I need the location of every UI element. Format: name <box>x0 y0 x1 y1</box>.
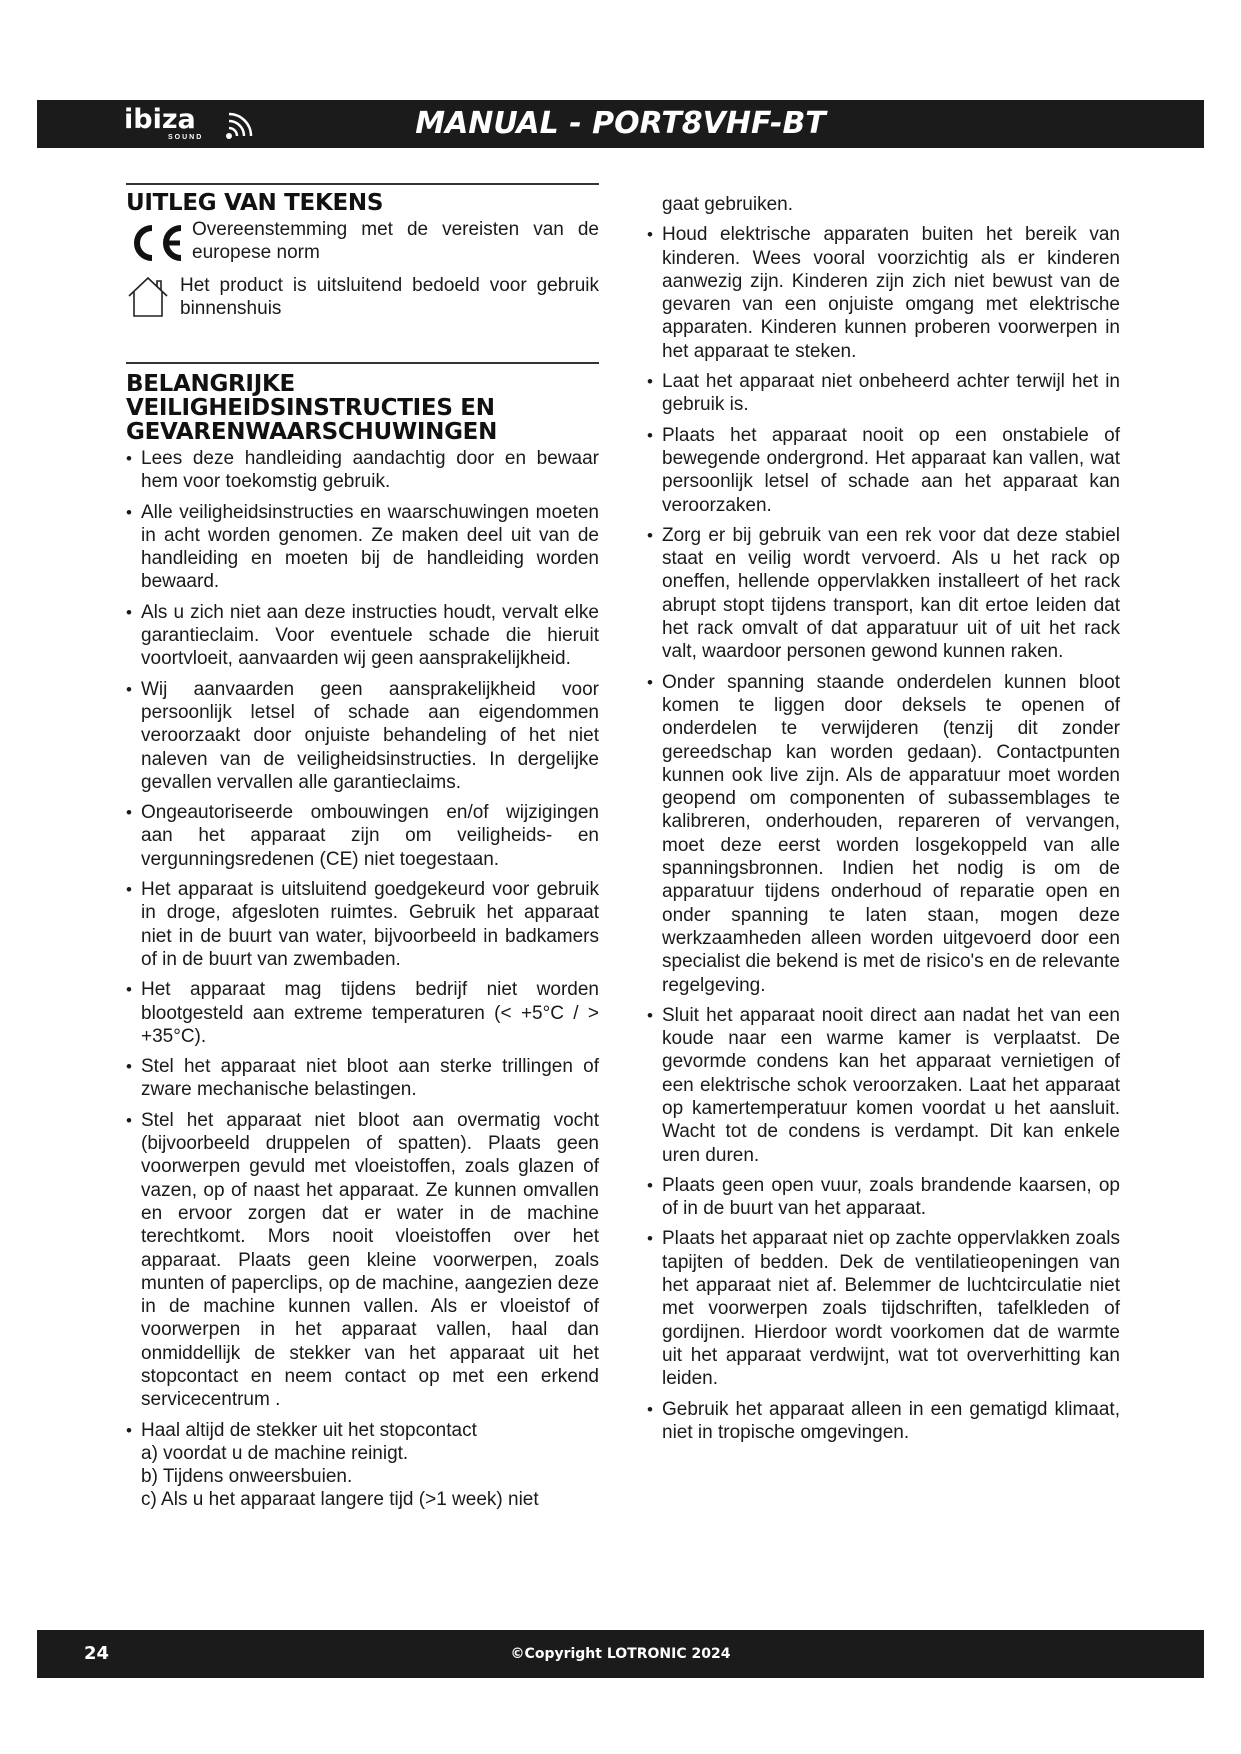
list-item: • Sluit het apparaat nooit direct aan nadat het van een koude naar een warme kamer is verplaatst. De gevormde condens kan het apparaat vernietigen of een elektrische schok veroorzaken. Laat het apparaat op kamertemperatuur komen voordat u het aansluit. Wacht tot de condens is verdampt. Dit kan enkele uren duren. <box>647 1004 1120 1167</box>
symbol-house-text: Het product is uitsluitend bedoeld voor gebruik binnenshuis <box>180 275 599 319</box>
house-icon <box>126 274 170 320</box>
safety-list-right <box>647 223 1120 1444</box>
list-item: • Laat het apparaat niet onbeheerd achter terwijl het in gebruik is. <box>647 370 1120 417</box>
document-title: MANUAL - PORT8VHF-BT <box>415 106 826 141</box>
safety-section-title: BELANGRIJKE VEILIGHEIDSINSTRUCTIES EN GEVARENWAARSCHUWINGEN <box>126 371 498 445</box>
symbol-row-ce <box>126 218 599 266</box>
left-column <box>126 183 599 1519</box>
unplug-sub-c: c) Als u het apparaat langere tijd (>1 week) niet <box>141 1489 539 1511</box>
list-item: • Stel het apparaat niet bloot aan overmatig vocht (bijvoorbeeld druppelen of spatten). Plaats geen voorwerpen gevuld met vloeistoffen, zoals glazen of vazen, op of naast het apparaat. Ze kunnen omvallen en ervoor zorgen dat er water in de machine terechtkomt. Mors nooit vloeistoffen over het apparaat. Plaats geen kleine voorwerpen, zoals munten of paperclips, op de machine, aangezien deze in de machine kunnen vallen. Als er vloeistof of voorwerpen in het apparaat vallen, haal dan onmiddellijk de stekker van het apparaat uit het stopcontact en neem contact op met een erkend servicecentrum . <box>126 1109 599 1412</box>
list-item: • Gebruik het apparaat alleen in een gematigd klimaat, niet in tropische omgevingen. <box>647 1398 1120 1445</box>
list-item: • Plaats het apparaat niet op zachte oppervlakken zoals tapijten of bedden. Dek de ventilatieopeningen van het apparaat niet af. Belemmer de luchtcirculatie niet met voorwerpen zoals tijdschriften, tafelkleden of gordijnen. Hierdoor wordt voorkomen dat de warmte uit het apparaat verdwijnt, wat tot oververhitting kan leiden. <box>647 1227 1120 1390</box>
list-item: • Zorg er bij gebruik van een rek voor dat deze stabiel staat en veilig wordt vervoerd. Als u het rack op oneffen, hellende oppervlakken installeert of het rack abrupt stopt tijdens transport, kan dit ertoe leiden dat het rack omvalt of dat apparatuur uit of uit het rack valt, waardoor personen gewond kunnen raken. <box>647 524 1120 664</box>
list-item: • Houd elektrische apparaten buiten het bereik van kinderen. Wees vooral voorzichtig als er kinderen aanwezig zijn. Kinderen zijn zich niet bewust van de gevaren van een onjuiste omgang met elektrische apparaten. Kinderen kunnen proberen voorwerpen in het apparaat te steken. <box>647 223 1120 363</box>
list-item: • Ongeautoriseerde ombouwingen en/of wijzigingen aan het apparaat zijn om veiligheids- en vergunningsredenen (CE) niet toegestaan. <box>126 801 599 871</box>
list-item-unplug <box>126 1419 599 1512</box>
list-item: • Stel het apparaat niet bloot aan sterke trillingen of zware mechanische belastingen. <box>126 1055 599 1102</box>
copyright-text: ©Copyright LOTRONIC 2024 <box>510 1646 731 1662</box>
ce-mark-icon <box>126 218 192 266</box>
unplug-sub-a: a) voordat u de machine reinigt. <box>141 1442 409 1464</box>
list-item: • Lees deze handleiding aandachtig door en bewaar hem voor toekomstig gebruik. <box>126 447 599 494</box>
section-rule <box>126 183 599 185</box>
list-item: • Plaats geen open vuur, zoals brandende kaarsen, op of in de buurt van het apparaat. <box>647 1174 1120 1221</box>
unplug-text: • Haal altijd de stekker uit het stopcontact <box>141 1419 477 1441</box>
list-item: • Alle veiligheidsinstructies en waarschuwingen moeten in acht worden genomen. Ze maken deel uit van de handleiding en moeten bij de handleiding worden bewaard. <box>126 501 599 594</box>
list-item: • Als u zich niet aan deze instructies houdt, vervalt elke garantieclaim. Voor eventuele schade die hieruit voortvloeit, aanvaarden wij geen aansprakelijkheid. <box>126 601 599 671</box>
logo-text: ibiza <box>124 104 196 135</box>
safety-list-left <box>126 447 599 1512</box>
page-number: 24 <box>84 1643 110 1664</box>
right-column <box>647 193 1120 1451</box>
unplug-sub-b: b) Tijdens onweersbuien. <box>141 1466 353 1488</box>
list-item: • Wij aanvaarden geen aansprakelijkheid voor persoonlijk letsel of schade aan eigendommen veroorzaakt door onjuiste behandeling of het niet naleven van de veiligheidsinstructies. In dergelijke gevallen vervallen alle garantieclaims. <box>126 678 599 794</box>
symbols-section-title: UITLEG VAN TEKENS <box>126 190 384 216</box>
logo-subtext: SOUND <box>168 134 204 141</box>
unplug-continuation: gaat gebruiken. <box>662 194 793 215</box>
list-item: • Het apparaat is uitsluitend goedgekeurd voor gebruik in droge, afgesloten ruimtes. Gebruik het apparaat niet in de buurt van water, bijvoorbeeld in badkamers of in de buurt van zwembaden. <box>126 878 599 971</box>
list-item: • Plaats het apparaat nooit op een onstabiele of bewegende ondergrond. Het apparaat kan vallen, wat persoonlijk letsel of schade aan het apparaat kan veroorzaken. <box>647 424 1120 517</box>
list-item: • Het apparaat mag tijdens bedrijf niet worden blootgesteld aan extreme temperaturen (< +5°C / > +35°C). <box>126 978 599 1048</box>
symbol-row-house <box>126 274 599 320</box>
section-rule <box>126 362 599 364</box>
symbol-ce-text: Overeenstemming met de vereisten van de europese norm <box>192 219 599 263</box>
list-item: • Onder spanning staande onderdelen kunnen bloot komen te liggen door deksels te openen of onderdelen te verwijderen (tenzij dit zonder gereedschap kan worden gedaan). Contactpunten kunnen ook live zijn. Als de apparatuur moet worden geopend om componenten of subassemblages te kalibreren, onderhouden, repareren of vervangen, moet deze eerst worden losgekoppeld van alle spanningsbronnen. Indien het nodig is om de apparatuur tijdens onderhoud of reparatie open en onder spanning te laten staan, mogen deze werkzaamheden alleen worden uitgevoerd door een specialist die bekend is met de risico's en de relevante regelgeving. <box>647 671 1120 997</box>
